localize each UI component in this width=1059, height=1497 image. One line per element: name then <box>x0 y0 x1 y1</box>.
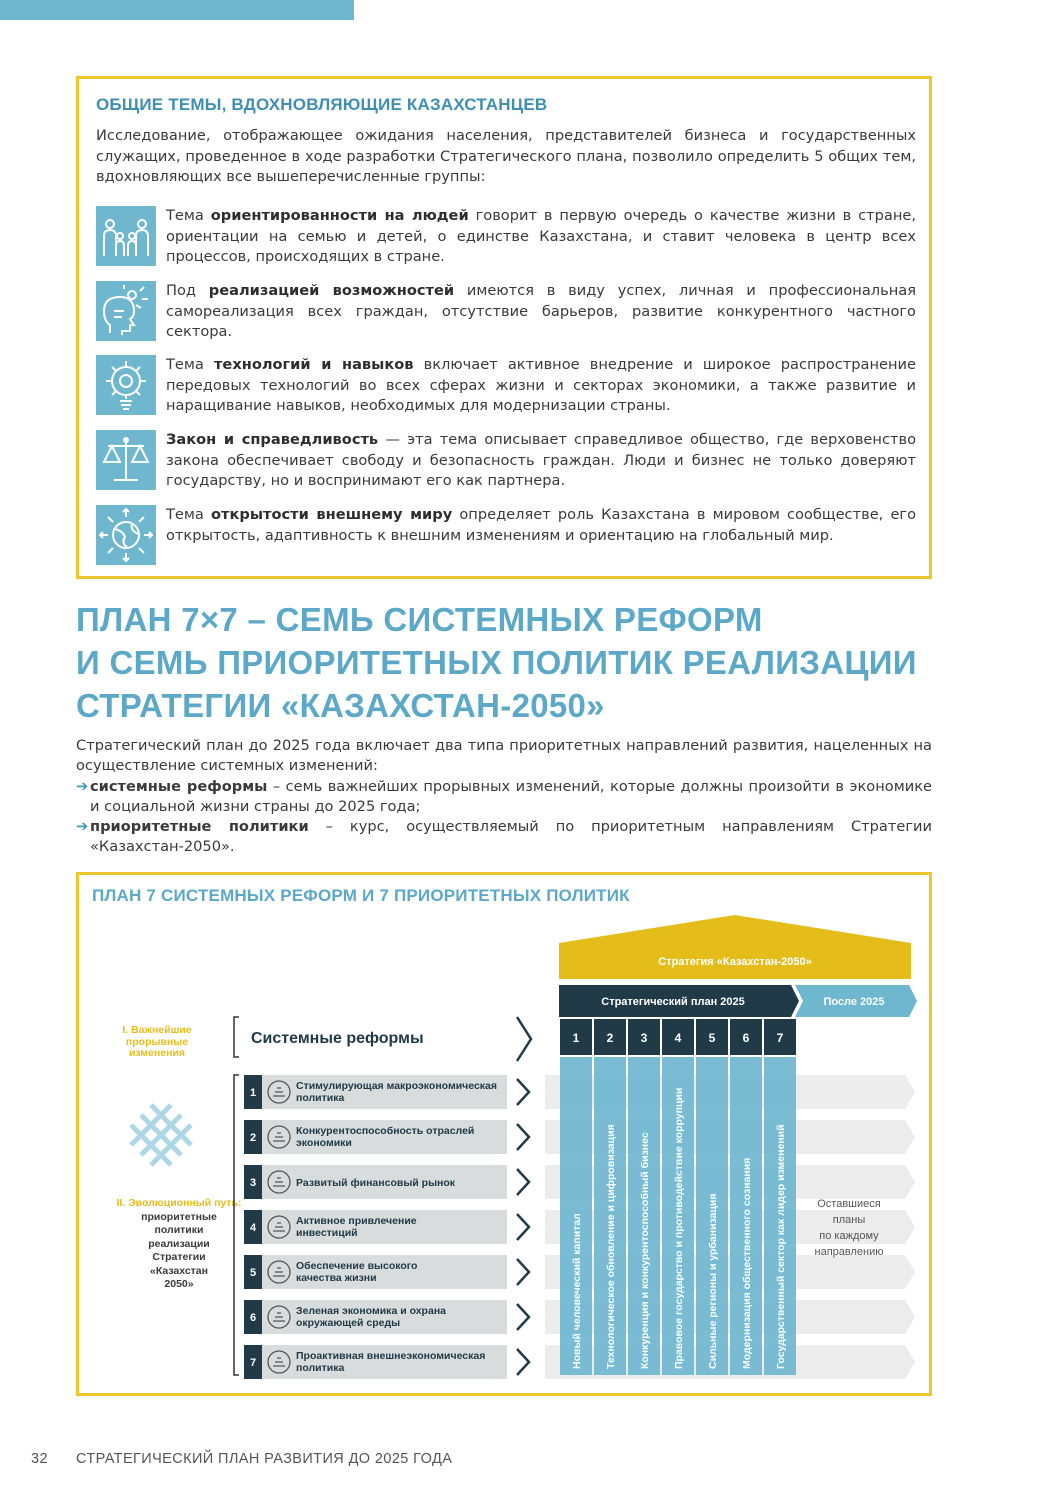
policy-chevron-icon <box>517 1349 529 1375</box>
grid-row-arrow <box>889 1120 915 1154</box>
policy-row <box>244 1165 529 1199</box>
policy-label: Стимулирующая макроэкономическая <box>296 1080 498 1092</box>
reform-number: 6 <box>742 1031 750 1045</box>
reform-number: 3 <box>640 1031 648 1045</box>
grid-row-arrow <box>889 1075 915 1109</box>
section-intro: Стратегический план до 2025 года включает два типа приоритетных направлений развития, нацеленных на осуществление системных изменений: <box>76 737 932 774</box>
label-breakthrough <box>122 1024 191 1059</box>
section-title: ПЛАН 7×7 – СЕМЬ СИСТЕМНЫХ РЕФОРМ И СЕМЬ ПРИОРИТЕТНЫХ ПОЛИТИК РЕАЛИЗАЦИИ СТРАТЕГИИ «КАЗАХСТАН-2050» <box>76 601 917 724</box>
reform-number: 5 <box>708 1031 716 1045</box>
plan-diagram-box <box>76 872 932 1396</box>
svg-text:Оставшиеся: Оставшиеся <box>817 1198 881 1210</box>
arrow-bullet-icon: ➔ <box>76 818 89 835</box>
arrow-bullet-icon: ➔ <box>76 778 89 795</box>
reforms-bracket <box>234 1017 239 1057</box>
common-themes-title: ОБЩИЕ ТЕМЫ, ВДОХНОВЛЯЮЩИЕ КАЗАХСТАНЦЕВ <box>96 95 548 114</box>
policy-number: 6 <box>249 1312 257 1324</box>
policy-label: окружающей среды <box>296 1317 401 1329</box>
reform-column <box>594 1019 626 1375</box>
svg-text:2050»: 2050» <box>164 1278 194 1290</box>
svg-text:направлению: направлению <box>814 1246 884 1258</box>
reform-column <box>560 1019 592 1375</box>
policy-chevron-icon <box>517 1124 529 1150</box>
svg-text:I. Важнейшие: I. Важнейшие <box>122 1024 192 1036</box>
weave-ornament-icon <box>131 1105 191 1165</box>
grid-row-arrow <box>889 1300 915 1334</box>
svg-text:политики: политики <box>154 1224 204 1236</box>
theme-opportunities-text: Под реализацией возможностей имеются в виду успех, личная и профессиональная самореализация всех граждан, отсутствие барьеров, развитие конкурентного частного сектора. <box>166 282 916 340</box>
plan-diagram <box>79 875 929 1393</box>
globe-icon <box>96 505 156 565</box>
theme-openness-text: Тема открытости внешнему миру определяет роль Казахстана в мировом сообществе, его открытость, адаптивность к внешним изменениям и ориентацию на глобальный мир. <box>166 506 917 544</box>
grid-row-arrow <box>889 1210 915 1244</box>
policy-number: 2 <box>249 1132 257 1144</box>
policy-label: Конкурентоспособность отраслей <box>296 1125 475 1137</box>
plan-diagram-title: ПЛАН 7 СИСТЕМНЫХ РЕФОРМ И 7 ПРИОРИТЕТНЫХ ПОЛИТИК <box>92 886 630 905</box>
policy-number: 3 <box>249 1177 257 1189</box>
policy-row <box>244 1120 529 1154</box>
policy-label: экономики <box>296 1137 352 1149</box>
reform-column <box>696 1019 728 1375</box>
reform-column-label: Сильные регионы и урбанизация <box>707 1193 719 1369</box>
scales-icon <box>96 430 156 490</box>
policies-bracket <box>234 1075 239 1375</box>
reform-number: 7 <box>776 1031 784 1045</box>
roof-label: Стратегия «Казахстан-2050» <box>658 956 812 968</box>
policy-label: Активное привлечение <box>296 1215 417 1227</box>
bullet-priority-policies: ➔ приоритетные политики – курс, осуществляемый по приоритетным направлениям Стратегии «Казахстан-2050». <box>76 818 932 855</box>
gear-bulb-icon <box>96 355 156 415</box>
svg-text:Стратегии: Стратегии <box>152 1251 206 1263</box>
reform-column-label: Правовое государство и противодействие коррупции <box>673 1087 685 1369</box>
policy-label: политика <box>296 1092 345 1104</box>
reform-number: 2 <box>606 1031 614 1045</box>
reform-column-label: Технологическое обновление и цифровизация <box>605 1124 617 1369</box>
svg-text:прорывные: прорывные <box>125 1036 189 1048</box>
plan-2025-label: Стратегический план 2025 <box>601 996 745 1008</box>
svg-text:«Казахстан: «Казахстан <box>149 1265 209 1277</box>
svg-text:планы: планы <box>832 1214 866 1226</box>
policy-number: 5 <box>249 1267 257 1279</box>
reform-number: 1 <box>572 1031 580 1045</box>
policy-label: качества жизни <box>296 1272 377 1284</box>
reform-column <box>662 1019 694 1375</box>
page-number: 32 <box>31 1451 48 1467</box>
reforms-label: Системные реформы <box>251 1030 424 1047</box>
svg-text:по каждому: по каждому <box>819 1230 879 1242</box>
policy-row <box>244 1345 529 1379</box>
policy-chevron-icon <box>517 1079 529 1105</box>
footer-title: СТРАТЕГИЧЕСКИЙ ПЛАН РАЗВИТИЯ ДО 2025 ГОДА <box>76 1451 453 1467</box>
policy-chevron-icon <box>517 1214 529 1240</box>
policy-label: Обеспечение высокого <box>296 1260 418 1272</box>
reform-column-label: Государственный сектор как лидер изменений <box>775 1124 787 1369</box>
top-accent-bar <box>0 0 354 20</box>
label-evolution <box>117 1197 242 1290</box>
policy-row <box>244 1075 529 1109</box>
head-ideas-icon <box>96 281 156 341</box>
theme-law-text: Закон и справедливость — эта тема описывает справедливое общество, где верховенство закона обеспечивает свободу и безопасность граждан. Люди и бизнес не только доверяют государству, но и воспринимают его как партнера. <box>166 431 916 489</box>
reform-number: 4 <box>674 1031 682 1045</box>
policy-chevron-icon <box>517 1169 529 1195</box>
grid-row-arrow <box>889 1345 915 1379</box>
policy-number: 1 <box>249 1087 257 1099</box>
reform-column <box>628 1019 660 1375</box>
reform-column <box>730 1019 762 1375</box>
common-themes-intro: Исследование, отображающее ожидания населения, представителей бизнеса и государственных служащих, проведенное в ходе разработки Стратегического плана, позволило определить 5 общих тем, вдохновляющих все вышеперечисленные группы: <box>96 127 916 185</box>
reform-columns <box>560 1019 796 1375</box>
after-2025-label: После 2025 <box>823 996 885 1008</box>
policy-label: Проактивная внешнеэкономическая <box>296 1350 486 1362</box>
theme-technology-text: Тема технологий и навыков включает активное внедрение и широкое распространение передовых технологий во всех сферах жизни и секторах экономики, а также развитие и наращивание навыков, необходимых для модернизации страны. <box>166 356 916 414</box>
reform-column-label: Новый человеческий капитал <box>571 1213 583 1369</box>
svg-text:изменения: изменения <box>128 1047 186 1059</box>
people-icon <box>96 206 156 266</box>
policy-row <box>244 1300 529 1334</box>
policy-label: инвестиций <box>296 1227 358 1239</box>
policy-chevron-icon <box>517 1259 529 1285</box>
policy-label: политика <box>296 1362 345 1374</box>
policy-chevron-icon <box>517 1304 529 1330</box>
grid-row-arrow <box>889 1165 915 1199</box>
reform-column-label: Конкуренция и конкурентоспособный бизнес <box>639 1132 651 1369</box>
policy-number: 7 <box>249 1357 257 1369</box>
common-themes-box <box>76 76 932 579</box>
policy-label: Развитый финансовый рынок <box>296 1177 456 1189</box>
grid-row-arrow <box>889 1255 915 1289</box>
theme-people-text: Тема ориентированности на людей говорит в первую очередь о качестве жизни в стране, ориентации на семью и детей, о единстве Казахстана, и ставит человека в центр всех процессов, происходящих в стране. <box>166 207 917 265</box>
policy-row <box>244 1255 529 1289</box>
svg-text:реализации: реализации <box>148 1238 210 1250</box>
policy-label: Зеленая экономика и охрана <box>296 1305 446 1317</box>
reform-column-label: Модернизация общественного сознания <box>741 1157 753 1369</box>
reforms-chevron-icon <box>517 1017 531 1061</box>
policy-row <box>244 1210 529 1244</box>
strategy-2050-roof <box>559 915 911 979</box>
policy-number: 4 <box>249 1222 257 1234</box>
bullet-system-reforms: ➔ системные реформы – семь важнейших прорывных изменений, которые должны произойти в экономике и социальной жизни страны до 2025 года; <box>76 778 932 815</box>
svg-text:II. Эволюционный путь:: II. Эволюционный путь: <box>116 1197 242 1209</box>
svg-text:приоритетные: приоритетные <box>141 1211 217 1223</box>
reform-column <box>764 1019 796 1375</box>
